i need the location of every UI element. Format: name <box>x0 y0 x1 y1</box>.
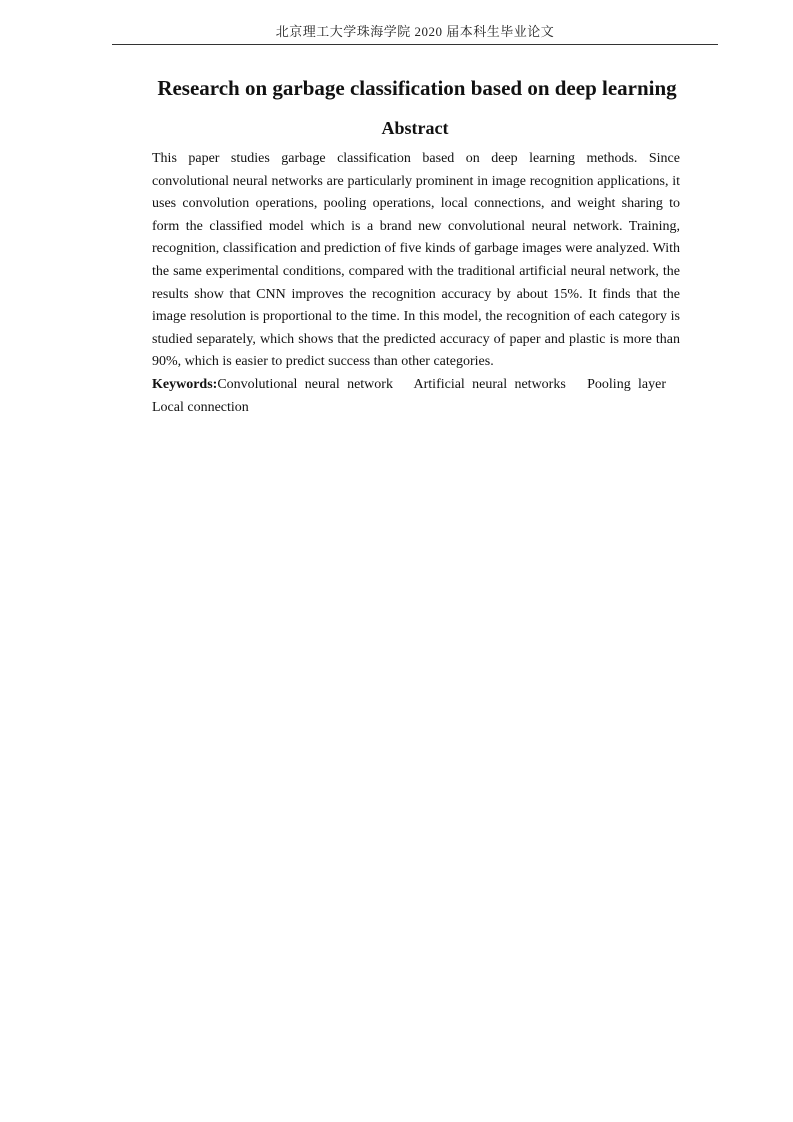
keyword-item: Convolutional neural network <box>217 377 393 392</box>
keyword-item: Local connection <box>152 399 249 415</box>
keyword-item: Artificial neural networks <box>413 377 566 392</box>
running-header: 北京理工大学珠海学院 2020 届本科生毕业论文 <box>275 24 555 39</box>
keywords-line <box>152 374 680 419</box>
abstract-heading: Abstract <box>381 118 449 138</box>
header-divider <box>112 44 718 45</box>
abstract-body: This paper studies garbage classification based on deep learning methods. Since convolutional neural networks are particularly prominent in image recognition applications, it uses convolution operations, pooling operations, local connections, and weight sharing to form the classified model which is a brand new convolutional neural network. Training, recognition, classification and prediction of five kinds of garbage images were analyzed. With the same experimental conditions, compared with the traditional artificial neural network, the results show that CNN improves the recognition accuracy by about 15%. It finds that the image resolution is proportional to the time. In this model, the recognition of each category is studied separately, which shows that the predicted accuracy of paper and plastic is more than 90%, which is easier to predict success than other categories. <box>152 151 680 370</box>
keywords-label: Keywords: <box>152 377 218 392</box>
paper-title: Research on garbage classification based on deep learning <box>157 76 677 100</box>
keyword-item: Pooling layer <box>587 377 666 392</box>
